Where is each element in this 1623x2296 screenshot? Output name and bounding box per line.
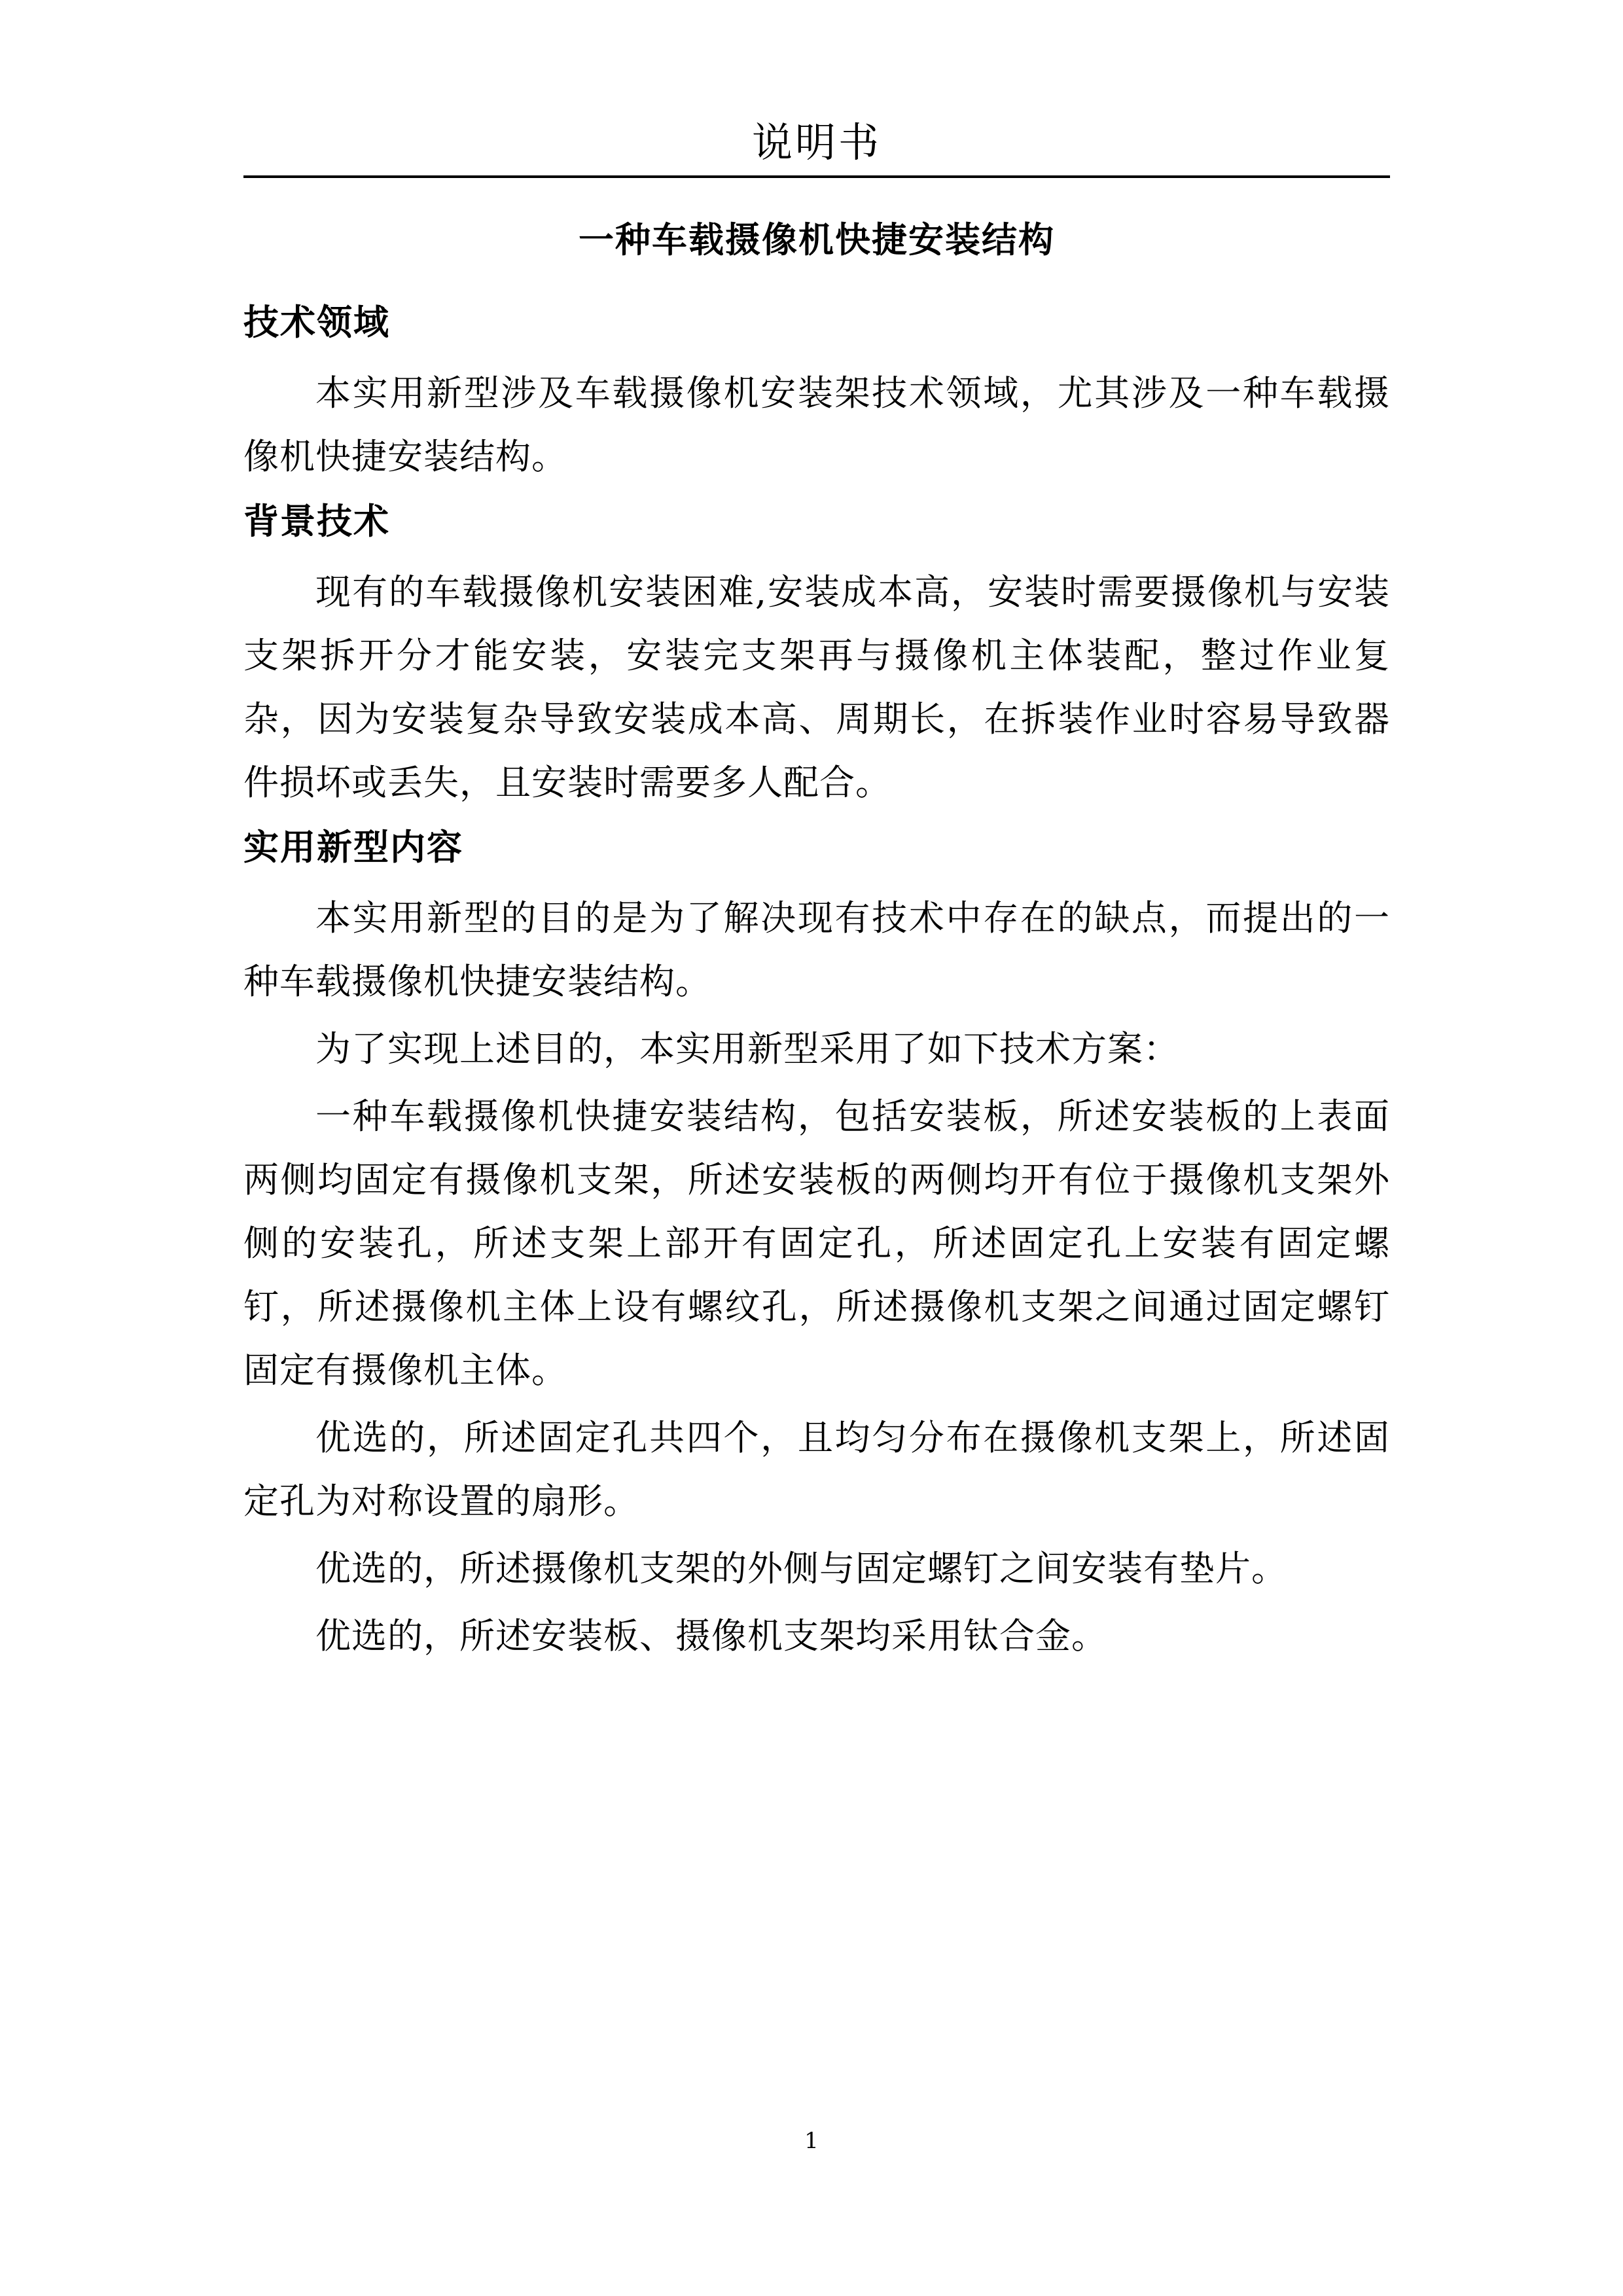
paragraph: 优选的，所述安装板、摄像机支架均采用钛合金。 [315, 1615, 1107, 1657]
paragraph: 本实用新型涉及车载摄像机安装架技术领域，尤其涉及一种车载摄像机快捷安装结构。 [243, 372, 1390, 477]
paragraph: 优选的，所述固定孔共四个，且均匀分布在摄像机支架上，所述固定孔为对称设置的扇形。 [243, 1417, 1390, 1522]
paragraph: 为了实现上述目的，本实用新型采用了如下技术方案： [315, 1028, 1179, 1069]
page-number: 1 [804, 2128, 819, 2154]
header-divider [243, 175, 1390, 178]
page-header: 说明书 [751, 118, 882, 166]
section-heading-background: 背景技术 [243, 501, 390, 542]
paragraph: 本实用新型的目的是为了解决现有技术中存在的缺点，而提出的一种车载摄像机快捷安装结构。 [243, 897, 1390, 1002]
document-body [243, 293, 1390, 1672]
section-heading-utility-model-content: 实用新型内容 [243, 827, 463, 868]
section-heading-technical-field: 技术领域 [243, 302, 390, 343]
paragraph: 优选的，所述摄像机支架的外侧与固定螺钉之间安装有垫片。 [315, 1548, 1287, 1589]
paragraph: 现有的车载摄像机安装困难,安装成本高，安装时需要摄像机与安装支架拆开分才能安装，安装完支架再与摄像机主体装配，整过作业复杂，因为安装复杂导致安装成本高、周期长，在拆装作业时容易导致器件损坏或丢失，且安装时需要多人配合。 [243, 571, 1390, 803]
document-title: 一种车载摄像机快捷安装结构 [579, 219, 1055, 260]
paragraph: 一种车载摄像机快捷安装结构，包括安装板，所述安装板的上表面两侧均固定有摄像机支架，所述安装板的两侧均开有位于摄像机支架外侧的安装孔，所述支架上部开有固定孔，所述固定孔上安装有固定螺钉，所述摄像机主体上设有螺纹孔，所述摄像机支架之间通过固定螺钉固定有摄像机主体。 [243, 1096, 1390, 1391]
